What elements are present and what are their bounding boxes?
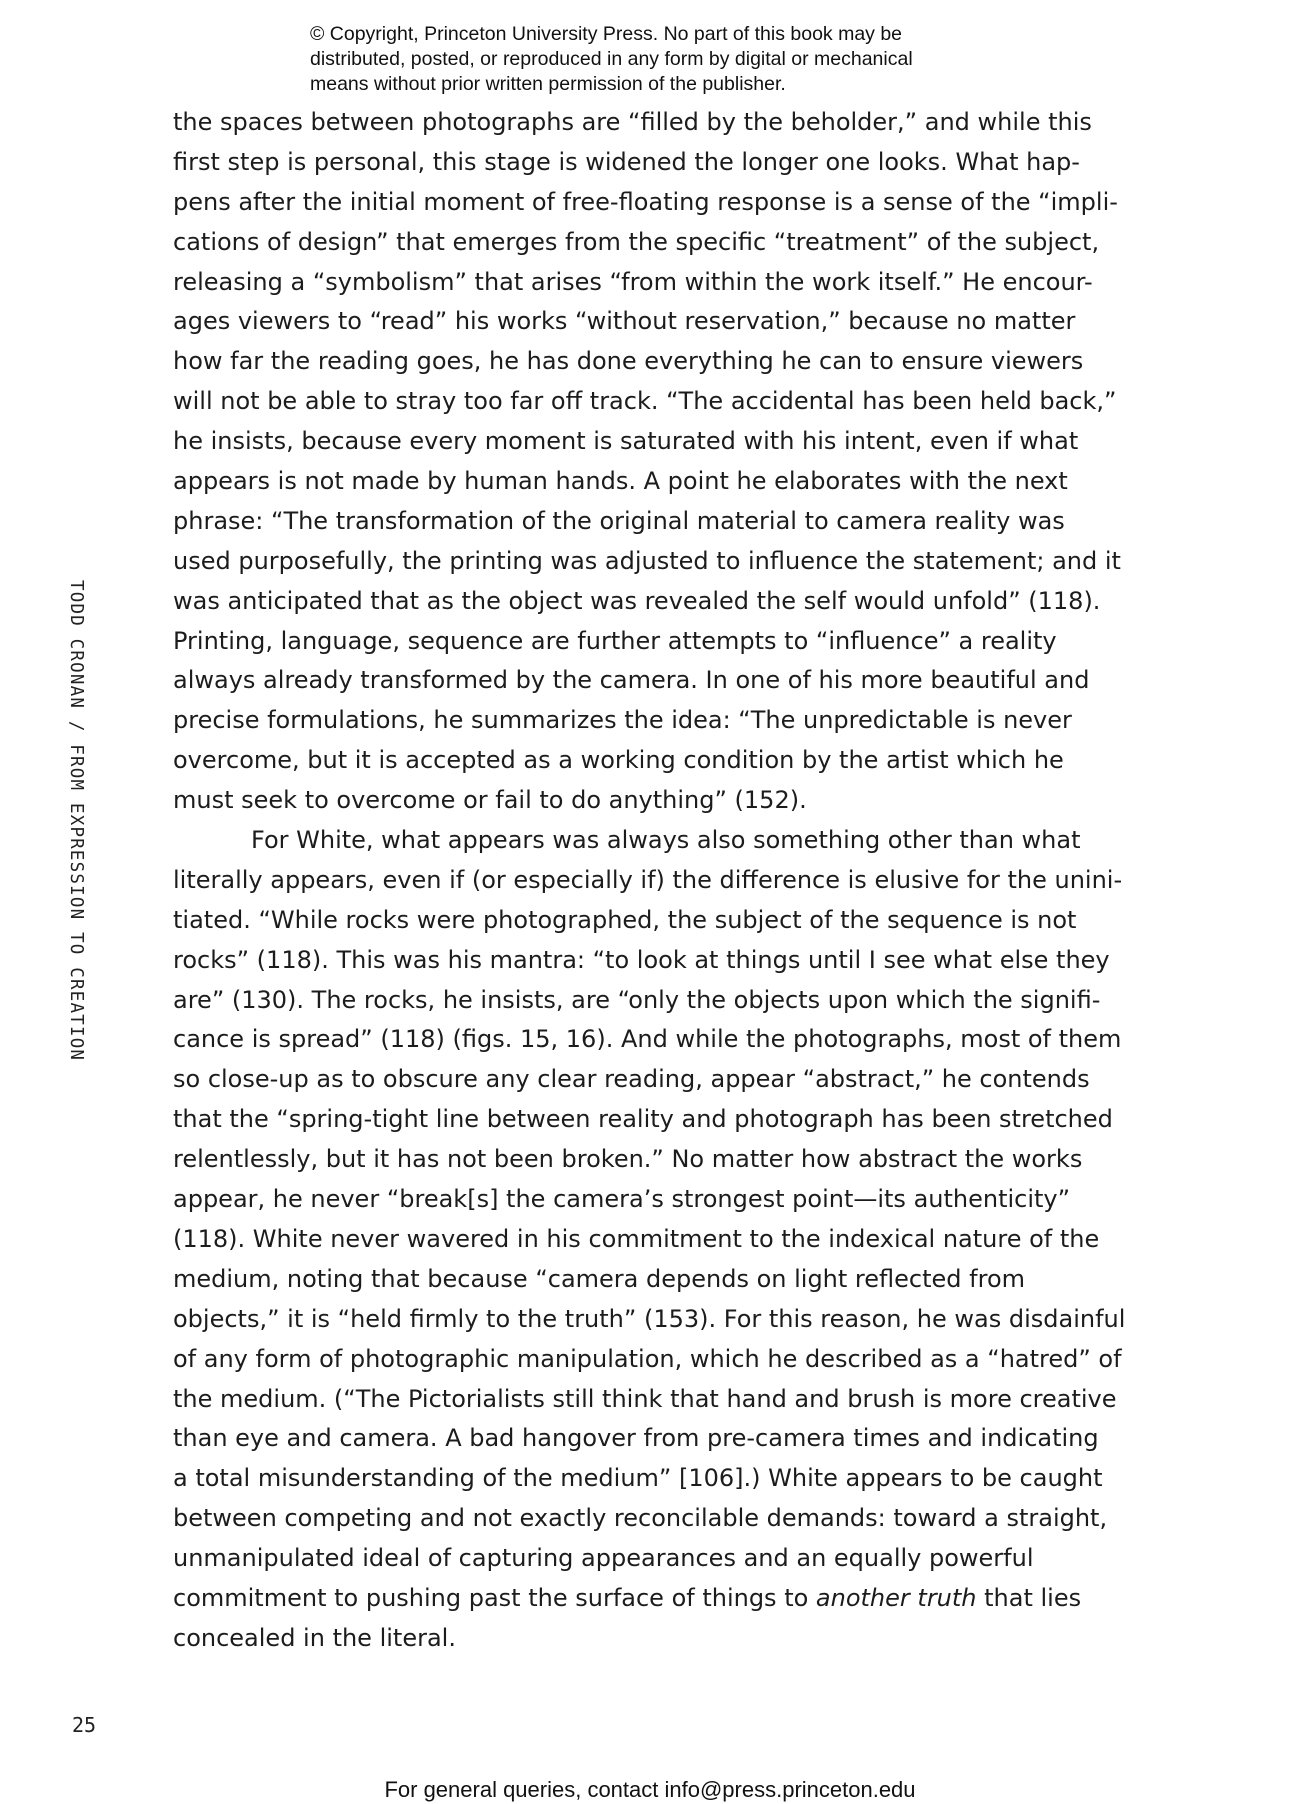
text-line: tiated. “While rocks were photographed, the subject of the sequence is not [173, 905, 1077, 934]
text-line: concealed in the literal. [173, 1623, 456, 1652]
text-line: that the “spring-tight line between reality and photograph has been stretched [173, 1105, 1113, 1134]
text-line: the spaces between photographs are “filled by the beholder,” and while this [173, 108, 1092, 136]
text-line: he insists, because every moment is saturated with his intent, even if what [173, 427, 1079, 456]
text-line: so close-up as to obscure any clear reading, appear “abstract,” he contends [173, 1065, 1090, 1094]
text-line: literally appears, even if (or especially if) the difference is elusive for the unini- [173, 865, 1123, 894]
text-line: are” (130). The rocks, he insists, are “only the objects upon which the signifi- [173, 985, 1101, 1014]
body-text [173, 103, 1153, 1659]
text-line: always already transformed by the camera. In one of his more beautiful and [173, 666, 1090, 695]
text-line: phrase: “The transformation of the original material to camera reality was [173, 506, 1065, 535]
text-line: between competing and not exactly reconcilable demands: toward a straight, [173, 1504, 1108, 1533]
text-line: ages viewers to “read” his works “without reservation,” because no matter [173, 307, 1076, 336]
text-line: unmanipulated ideal of capturing appearances and an equally powerful [173, 1544, 1034, 1573]
text-line: first step is personal, this stage is widened the longer one looks. What hap- [173, 147, 1080, 176]
text-line: a total misunderstanding of the medium” [106].) White appears to be caught [173, 1464, 1103, 1493]
text-span: commitment to pushing past the surface of things to [173, 1583, 816, 1612]
copyright-line: © Copyright, Princeton University Press. No part of this book may be [310, 23, 903, 45]
text-line: how far the reading goes, he has done everything he can to ensure viewers [173, 347, 1084, 376]
copyright-line: distributed, posted, or reproduced in any form by digital or mechanical [310, 48, 913, 70]
text-line: objects,” it is “held firmly to the truth” (153). For this reason, he was disdainful [173, 1304, 1126, 1333]
text-line: appears is not made by human hands. A point he elaborates with the next [173, 467, 1068, 496]
text-line: of any form of photographic manipulation, which he described as a “hatred” of [173, 1344, 1122, 1373]
text-line: medium, noting that because “camera depends on light reflected from [173, 1264, 1025, 1293]
paragraph-start-line: For White, what appears was always also something other than what [251, 826, 1081, 855]
text-line: releasing a “symbolism” that arises “from within the work itself.” He encour- [173, 267, 1093, 296]
running-head: TODD CRONAN / FROM EXPRESSION TO CREATION [66, 580, 86, 1062]
text-line: must seek to overcome or fail to do anything” (152). [173, 786, 807, 815]
text-line: cance is spread” (118) (figs. 15, 16). And while the photographs, most of them [173, 1025, 1122, 1054]
text-line: than eye and camera. A bad hangover from pre-camera times and indicating [173, 1424, 1099, 1453]
copyright-notice [310, 22, 1030, 97]
text-span: that lies [976, 1583, 1082, 1612]
text-line: appear, he never “break[s] the camera’s strongest point—its authenticity” [173, 1185, 1071, 1214]
text-line: the medium. (“The Pictorialists still think that hand and brush is more creative [173, 1384, 1117, 1413]
text-line: cations of design” that emerges from the specific “treatment” of the subject, [173, 227, 1100, 256]
text-line: overcome, but it is accepted as a working condition by the artist which he [173, 746, 1064, 775]
text-line: was anticipated that as the object was revealed the self would unfold” (118). [173, 586, 1101, 615]
text-line: used purposefully, the printing was adjusted to influence the statement; and it [173, 546, 1121, 575]
copyright-line: means without prior written permission of the publisher. [310, 73, 786, 95]
page-number: 25 [72, 1713, 97, 1737]
footer-contact: For general queries, contact info@press.princeton.edu [384, 1777, 916, 1802]
text-line: relentlessly, but it has not been broken.” No matter how abstract the works [173, 1145, 1083, 1174]
text-line: (118). White never wavered in his commitment to the indexical nature of the [173, 1224, 1100, 1253]
text-line-with-italic [173, 1579, 1153, 1619]
text-line: rocks” (118). This was his mantra: “to look at things until I see what else they [173, 945, 1110, 974]
text-line: Printing, language, sequence are further attempts to “influence” a reality [173, 626, 1057, 655]
text-line: precise formulations, he summarizes the idea: “The unpredictable is never [173, 706, 1072, 735]
italic-phrase: another truth [815, 1583, 977, 1612]
text-line: will not be able to stray too far off track. “The accidental has been held back,” [173, 387, 1117, 416]
text-line: pens after the initial moment of free-floating response is a sense of the “impli- [173, 187, 1118, 216]
